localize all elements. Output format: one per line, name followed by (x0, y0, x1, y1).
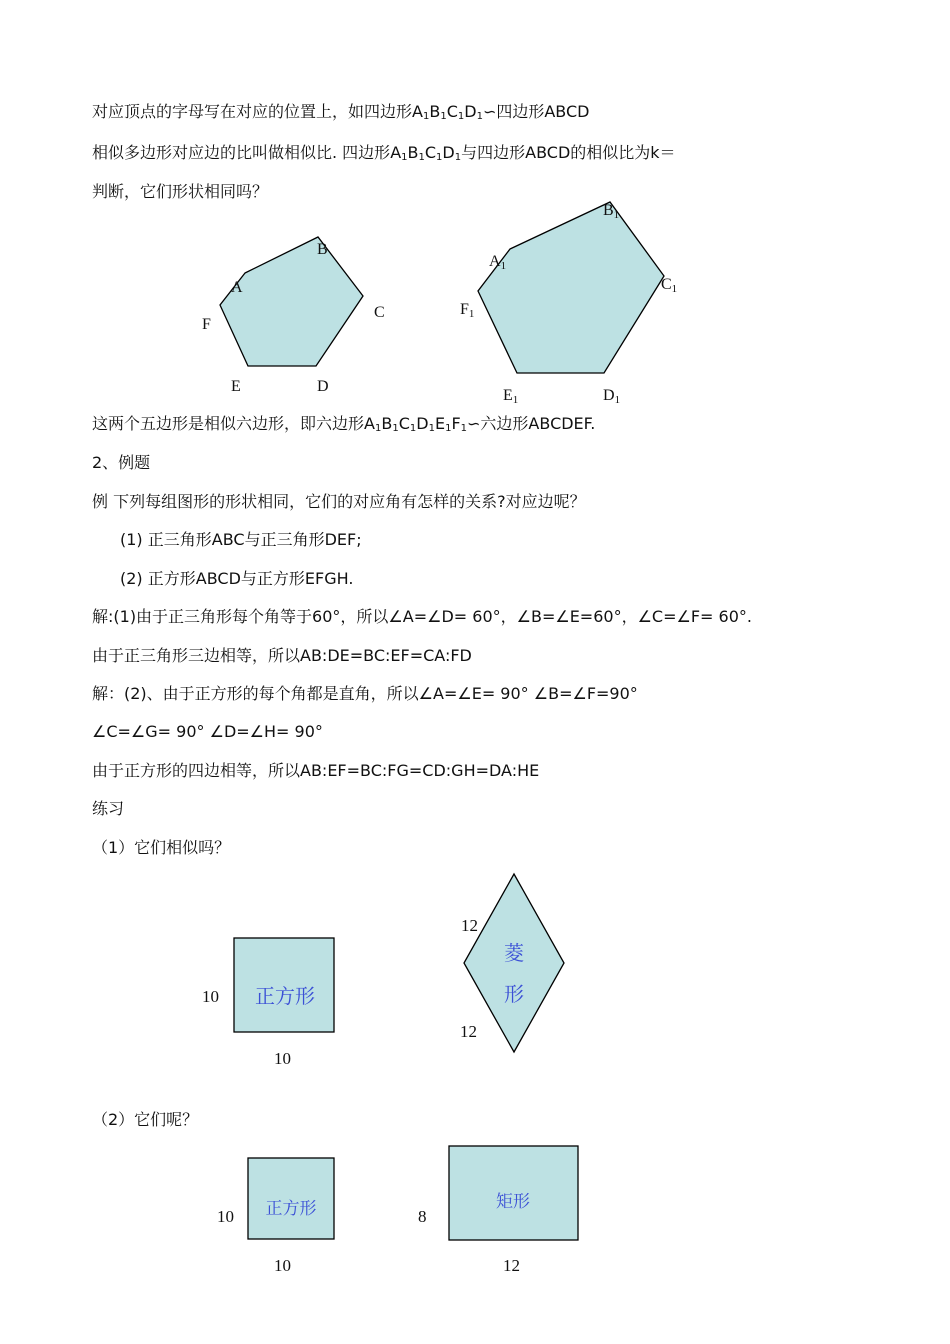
hex2-label-c: C1 (661, 276, 678, 295)
solution-2-angles: ∠C=∠G= 90° ∠D=∠H= 90° (92, 722, 323, 741)
line-similar-hexagon: 这两个五边形是相似六边形，即六边形$A_1B_1C_1D_1E_1F_1∽$六边形ABCDEF. (92, 414, 596, 434)
practice2-square-bottom: 10 (274, 1256, 291, 1275)
section-heading-practice: 练习 (92, 799, 125, 818)
example-item-2: (2) 正方形ABCD与正方形EFGH. (120, 569, 354, 588)
practice2-square-side: 10 (217, 1207, 234, 1226)
hex1-label-e: E (231, 378, 241, 395)
solution-1: 解:(1)由于正三角形每个角等于60°，所以∠A=∠D= 60°，∠B=∠E=60°，∠C=∠F= 60°. (92, 607, 752, 626)
practice1-square-bottom: 10 (274, 1049, 291, 1068)
line-ratio-definition: 相似多边形对应边的比叫做相似比. 四边形$A_1B_1C_1D_1$与四边形ABCD的相似比为k＝ (92, 143, 676, 163)
practice2-square (217, 1158, 334, 1275)
rhombus-label-top: 菱 (504, 941, 524, 965)
rhombus-label-bottom: 形 (504, 982, 524, 1006)
hex2-label-b: B1 (603, 202, 620, 221)
practice2-rect-label: 矩形 (496, 1192, 530, 1212)
section-heading-examples: 2、例题 (92, 453, 151, 472)
hex2-label-f: F1 (460, 301, 475, 320)
line-judge: 判断，它们形状相同吗？ (92, 182, 269, 201)
hex1-label-f: F (202, 316, 211, 333)
hex2-label-e: E1 (503, 387, 519, 406)
example-question: 例 下列每组图形的形状相同，它们的对应角有怎样的关系?对应边呢？ (92, 492, 586, 511)
rhombus-side-bottom: 12 (460, 1022, 477, 1041)
rhombus-side-top: 12 (461, 916, 478, 935)
line-correspondence: 对应顶点的字母写在对应的位置上，如四边形$A_1B_1C_1D_1∽$四边形ABCD (92, 102, 590, 122)
hex1-label-b: B (317, 241, 328, 258)
practice2-rect-side: 8 (418, 1207, 427, 1226)
practice-question-1: （1）它们相似吗？ (92, 838, 231, 857)
hex1-label-a: A (231, 279, 243, 296)
solution-2-sides: 由于正方形的四边相等，所以AB:EF=BC:FG=CD:GH=DA:HE (92, 761, 540, 780)
solution-1-sides: 由于正三角形三边相等，所以AB:DE=BC:EF=CA:FD (92, 646, 472, 665)
hex1-label-c: C (374, 304, 385, 321)
practice1-square-side: 10 (202, 987, 219, 1006)
practice-question-2: （2）它们呢？ (92, 1110, 199, 1129)
solution-2: 解：(2)、由于正方形的每个角都是直角，所以∠A=∠E= 90° ∠B=∠F=90° (92, 684, 638, 703)
practice2-square-label: 正方形 (265, 1199, 317, 1219)
example-item-1: (1) 正三角形ABC与正三角形DEF; (120, 530, 362, 549)
hex1-label-d: D (317, 378, 329, 395)
practice2-rectangle (418, 1146, 578, 1275)
practice1-square-label: 正方形 (255, 984, 315, 1008)
hex2-label-d: D1 (603, 387, 621, 406)
practice2-rect-bottom: 12 (503, 1256, 520, 1275)
hex2-label-a: A1 (489, 253, 507, 272)
